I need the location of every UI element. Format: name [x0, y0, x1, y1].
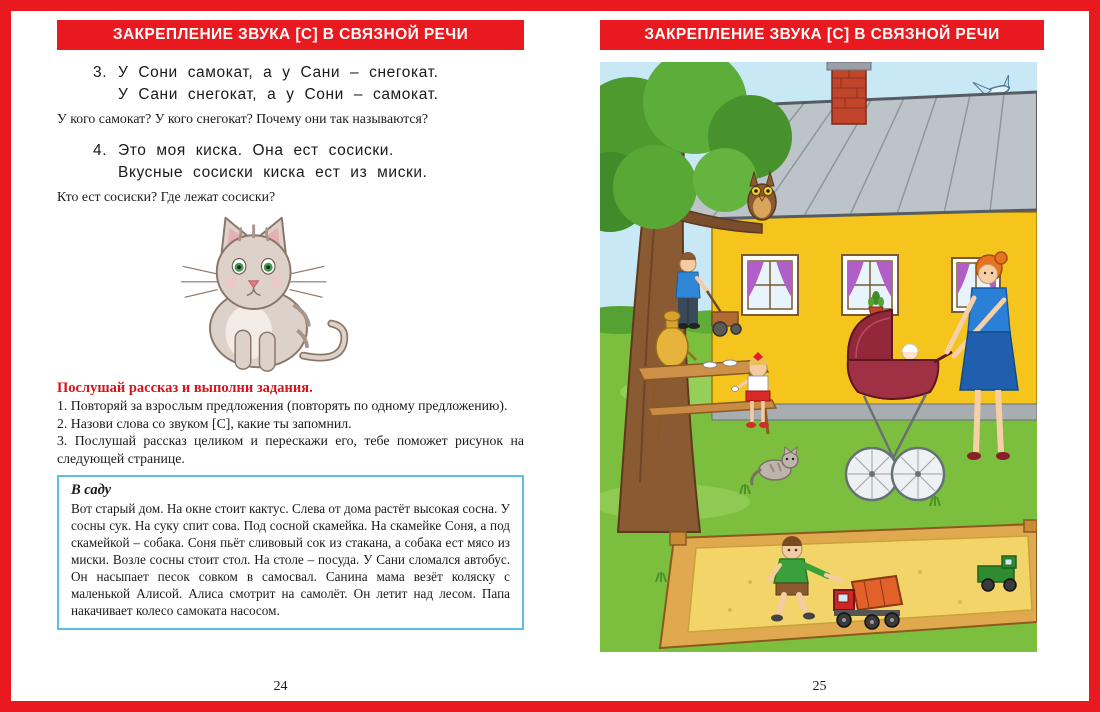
exercise-number: 3.	[93, 64, 108, 81]
exercise-line: У Сони самокат, а у Сани – снегокат.	[118, 64, 439, 81]
exercise-4	[57, 140, 524, 206]
left-page-header: ЗАКРЕПЛЕНИЕ ЗВУКА [С] В СВЯЗНОЙ РЕЧИ	[57, 20, 524, 50]
yard-scene-illustration	[600, 62, 1037, 652]
window-left	[742, 255, 798, 315]
task-heading: Послушай рассказ и выполни задания.	[57, 379, 313, 396]
task-item: 2. Назови слова со звуком [С], какие ты запомнил.	[57, 415, 352, 431]
left-page-number: 24	[273, 679, 288, 694]
kitten-head	[181, 218, 327, 309]
pram-wheel	[892, 448, 944, 500]
exercise-line: Это моя киска. Она ест сосиски.	[118, 141, 394, 159]
exercise-3	[57, 62, 524, 128]
story-box	[57, 475, 524, 629]
exercise-number: 4.	[93, 141, 108, 159]
task-item: 3. Послушай рассказ целиком и перескажи его, тебе поможет рисунок на следующей странице.	[57, 433, 524, 466]
exercise-3-sentence	[57, 62, 524, 106]
exercise-line: У Сани снегокат, а у Сони – самокат.	[118, 86, 439, 103]
exercise-question: У кого самокат? У кого снегокат? Почему они так называются?	[57, 111, 429, 126]
exercise-question: Кто ест сосиски? Где лежат сосиски?	[57, 188, 276, 204]
pram-wheel	[846, 448, 898, 500]
kitten-illustration	[161, 210, 356, 375]
right-page	[550, 11, 1089, 701]
kitten-tail	[303, 323, 344, 357]
window-right	[842, 255, 898, 316]
story-text: Вот старый дом. На окне стоит кактус. Слева от дома растёт высокая сосна. У сосны сук. На суку спит сова. Под сосной скамейка. На скамейке Соня, а под скамейкой – собака. Соня пьёт сливовый сок из стакана, а собака ест мясо из миски. Возле сосны стоит стол. На столе – посуда. У Сани сломался автобус. Он насыпает песок совком в самосвал. Санина мама везёт коляску с маленькой Алисой. Алиса смотрит на самолёт. Он летит над лесом. Папа накачивает колесо самоката насосом.	[71, 501, 510, 618]
kitten-drawing	[161, 210, 356, 375]
chimney	[827, 62, 871, 124]
task-item: 1. Повторяй за взрослым предложения (повторять по одному предложению).	[57, 397, 508, 413]
story-title: В саду	[71, 482, 112, 499]
right-page-header: ЗАКРЕПЛЕНИЕ ЗВУКА [С] В СВЯЗНОЙ РЕЧИ	[600, 20, 1044, 50]
exercise-line: Вкусные сосиски киска ест из миски.	[118, 163, 428, 181]
right-page-number: 25	[812, 679, 827, 694]
left-page	[11, 11, 550, 701]
exercise-4-sentence	[57, 140, 524, 184]
